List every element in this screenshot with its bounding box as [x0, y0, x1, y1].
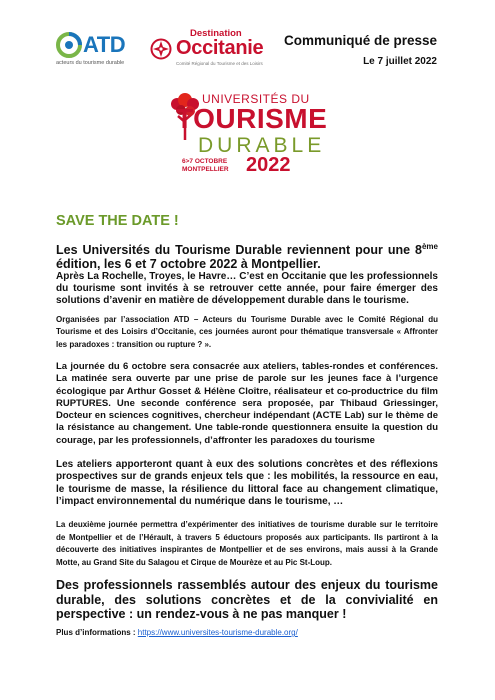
press-release-label: Communiqué de presse	[283, 33, 437, 48]
headline	[56, 240, 438, 271]
event-logo	[160, 88, 328, 184]
headline-part-b: édition, les 6 et 7 octobre 2022 à Montpellier.	[56, 257, 321, 272]
save-the-date-heading: SAVE THE DATE !	[56, 213, 179, 229]
release-date: Le 7 juillet 2022	[363, 56, 437, 67]
more-info	[56, 628, 298, 637]
occitanie-cross-icon	[150, 38, 172, 60]
paragraph-organisers: Organisées par l’association ATD – Acteurs du Tourisme Durable avec le Comité Régional du Tourisme et des Loisirs d’Occitanie, ces journées auront pour thématique transversale « Affronter les paradoxes : transition ou rupture ? ».	[56, 315, 438, 349]
atd-tagline: acteurs du tourisme durable	[56, 60, 125, 66]
paragraph-workshops: Les ateliers apporteront quant à eux des solutions concrètes et des réflexions prospectives sur de grands enjeux tels que : les mobilités, la ressource en eau, le tourisme de masse, la résilience du littoral face au changement climatique, l’impact environnemental du numérique dans le tourisme, …	[56, 459, 438, 508]
event-line-durable: DURABLE	[198, 134, 326, 157]
more-info-label: Plus d’informations :	[56, 628, 138, 637]
paragraph-intro: Après La Rochelle, Troyes, le Havre… C’est en Occitanie que les professionnels du tourisme sont invités à se retrouver cette année, pour faire émerger des solutions d’avenir en matière de développement durable dans le tourisme.	[56, 271, 438, 307]
event-line-tourisme: TOURISME	[176, 103, 328, 134]
headline-part-a: Les Universités du Tourisme Durable reviennent pour une 8	[56, 243, 422, 258]
atd-leaf-icon	[56, 32, 82, 58]
event-city: MONTPELLIER	[182, 166, 229, 173]
event-dates	[182, 158, 229, 174]
occitanie-logo	[150, 28, 264, 74]
paragraph-closing: Des professionnels rassemblés autour des enjeux du tourisme durable, des solutions concrètes et de la convivialité en perspective : un rendez-vous à ne pas manquer !	[56, 578, 438, 621]
event-line-universites: UNIVERSITÉS DU	[202, 92, 310, 106]
paragraph-day-one: La journée du 6 octobre sera consacrée aux ateliers, tables-rondes et conférences. La matinée sera ouverte par une prise de parole sur les jeunes face à l’urgence écologique par Arthur Gosset & Hélène Cloître, réalisateur et co-productrice du film RUPTURES. Une seconde conférence sera proposée, par Thibaud Griessinger, Docteur en sciences cognitives, chercheur indépendant (ACTE Lab) sur le thème de la résistance au changement. Une table-ronde questionnera ensuite la question du courage, par les professionnels, d’affronter les paradoxes du tourisme	[56, 361, 438, 446]
paragraph-day-two: La deuxième journée permettra d’expérimenter des initiatives de tourisme durable sur le territoire de Montpellier et de l’Hérault, à travers 5 éductours proposés aux participants. Ils partiront à la découverte des initiatives inspirantes de Montpellier et de ses environs, mais aussi à la Grande Motte, au Grand Site du Salagou et Cirque de Mourèze et au Pic St-Loup.	[56, 520, 438, 567]
atd-logo	[56, 30, 140, 74]
occitanie-tagline: Comité Régional du Tourisme et des Loisirs	[176, 61, 263, 66]
occitanie-name: Occitanie	[176, 37, 264, 59]
occitanie-destination: Destination	[190, 28, 242, 39]
event-date-range: 6>7 OCTOBRE	[182, 158, 228, 165]
headline-superscript: ème	[421, 242, 438, 251]
event-year: 2022	[246, 154, 291, 176]
atd-name: ATD	[83, 32, 126, 57]
website-link[interactable]: https://www.universites-tourisme-durable.org/	[137, 628, 298, 637]
